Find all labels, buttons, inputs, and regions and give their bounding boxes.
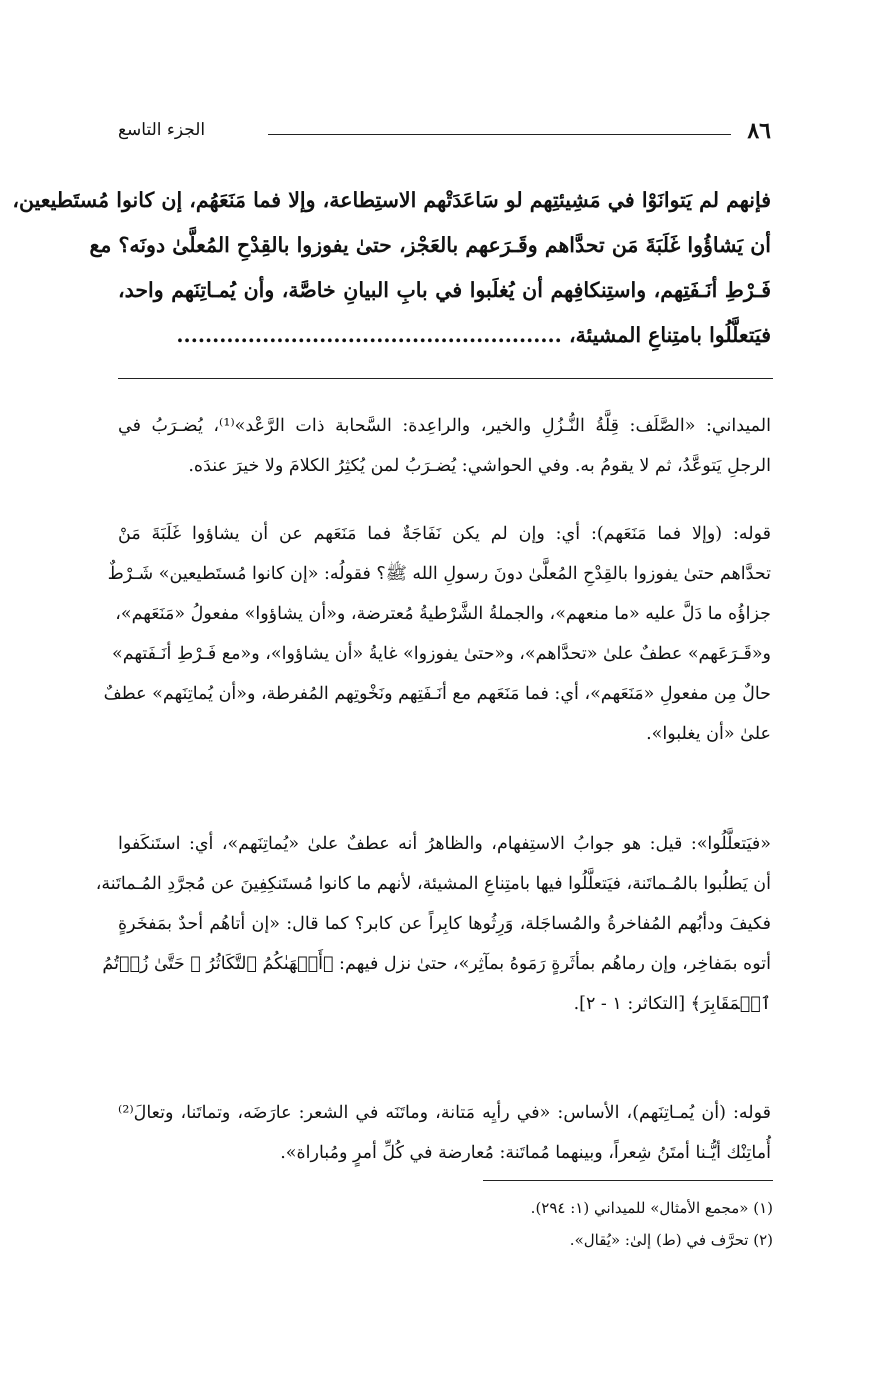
paragraph-line: قوله: (وإلا فما مَنَعَهم): أي: وإن لم يكن نَفَاجَةٌ فما مَنَعَهم عن أن يشاؤوا غَلَبَةَ مَنْ [118, 524, 771, 544]
paragraph-line: علىٰ «أن يغلبوا». [646, 724, 771, 744]
paragraph-line: أُماتِنْك أيُّـنا أمتَنُ شِعراً، وبينهما مُماتَنة: مُعارضة في كُلِّ أمرٍ ومُباراة». [280, 1143, 771, 1163]
commentary-paragraph [95, 824, 771, 1024]
paragraph-line: أن يَطلُبوا بالمُـماتَنة، فيَتعلَّلُوا فيها بامتِناعِ المشيئة، لأنهم ما كانوا مُستَنكِفِينَ عن مُجرَّدِ المُـماتَنة، [95, 874, 771, 894]
footnote-divider [483, 1180, 773, 1181]
paragraph-line: الرجلِ يَتوعَّدُ، ثم لا يقومُ به. وفي الحواشي: يُضـرَبُ لمن يُكثِرُ الكلامَ ولا خيرَ عندَه. [188, 456, 771, 476]
matn-line: أن يَشاؤُوا غَلَبَةَ مَن تحدَّاهم وقَـرَعهم بالعَجْز، حتىٰ يفوزوا بالقِدْحِ المُعلَّىٰ دونَه؟ مع [89, 233, 771, 257]
commentary-paragraph [118, 406, 771, 486]
paragraph-line: تحدَّاهم حتىٰ يفوزوا بالقِدْحِ المُعلَّىٰ دونَ رسولِ الله ﷺ؟ فقولُه: «إن كانوا مُستَطيعين» شَـرْطٌ [107, 564, 771, 584]
paragraph-line: حالٌ مِن مفعولِ «مَنَعَهم»، أي: فما مَنَعَهم مع أنَـفَتِهم ونَخْوتِهم المُفرطة، و«أن يُماتِنَهم» عطفٌ [103, 684, 771, 704]
paragraph-line: قوله: (أن يُمـاتِنَهم)، الأساس: «في رأيِه مَتانة، وماتَنَه في الشعر: عارَضَه، وتماتَنا، وتعالَ⁽²⁾ [118, 1103, 771, 1123]
paragraph-line: «فيَتعلَّلُوا»: قيل: هو جوابُ الاستِفهام، والظاهرُ أنه عطفٌ علىٰ «يُماتِنَهم»، أي: استَنكَفوا [118, 834, 771, 854]
header-rule [268, 134, 731, 135]
running-title: الجزء التاسع [118, 120, 206, 140]
matn-line: فَـرْطِ أنَـفَتِهم، واستِنكافِهم أن يُغلَبوا في بابِ البيانِ خاصَّة، وأن يُمـاتِنَهم واحد، [118, 278, 771, 302]
footnote: (٢) تحرَّف في (ط) إلىٰ: «يُقال». [569, 1231, 773, 1249]
matn-divider [118, 378, 773, 379]
paragraph-line: و«قَـرَعَهم» عطفٌ علىٰ «تحدَّاهم»، و«حتىٰ يفوزوا» غايةُ «أن يشاؤوا»، و«مع فَـرْطِ أنَـفَتهم» [111, 644, 771, 664]
matn-text [12, 178, 771, 358]
commentary-paragraph [103, 514, 771, 754]
paragraph-line: ٱلۡمَقَابِرَ﴾ [التكاثر: ١ - ٢]. [573, 994, 771, 1014]
commentary-paragraph [118, 1093, 771, 1173]
paragraph-line: أتوه بمَفاخِر، وإن رماهُم بمأثَرةٍ رَمَوهُ بمآثِر»، حتىٰ نزل فيهم: ﴿أَلۡهَىٰكُمُ ٱلتَّكَاثُرُ ۞ حَتَّىٰ زُرۡتُمُ [102, 954, 771, 974]
footnotes [118, 1192, 773, 1256]
paragraph-line: الميداني: «الصَّلَف: قِلَّةُ النُّـزُلِ والخير، والراعِدة: السَّحابة ذات الرَّعْد»⁽¹⁾، يُضـرَبُ في [118, 416, 771, 436]
paragraph-line: فكيفَ ودأبُهم المُفاخرةُ والمُساجَلة، وَرِثُوها كابِراً عن كابر؟ كما قال: «إن أتاهُم أحدٌ بمَفخَرةٍ [118, 914, 771, 934]
page-header [118, 118, 771, 148]
matn-line: فإنهم لم يَتوانَوْا في مَشِيئتِهم لو سَاعَدَتْهم الاستِطاعة، وإلا فما مَنَعَهُم، إن كانوا مُستَطيعين، [12, 188, 771, 212]
page-number: ٨٦ [747, 118, 771, 144]
matn-line: فيَتعلَّلُوا بامتِناعِ المشيئة، ...................................................... [176, 323, 771, 347]
footnote: (١) «مجمع الأمثال» للميداني (١: ٢٩٤). [530, 1199, 773, 1217]
paragraph-line: جزاؤُه ما دَلَّ عليه «ما منعهم»، والجملةُ الشَّرْطيةُ مُعترضة، و«أن يشاؤوا» مفعولُ «مَنَعَهم»، [115, 604, 771, 624]
